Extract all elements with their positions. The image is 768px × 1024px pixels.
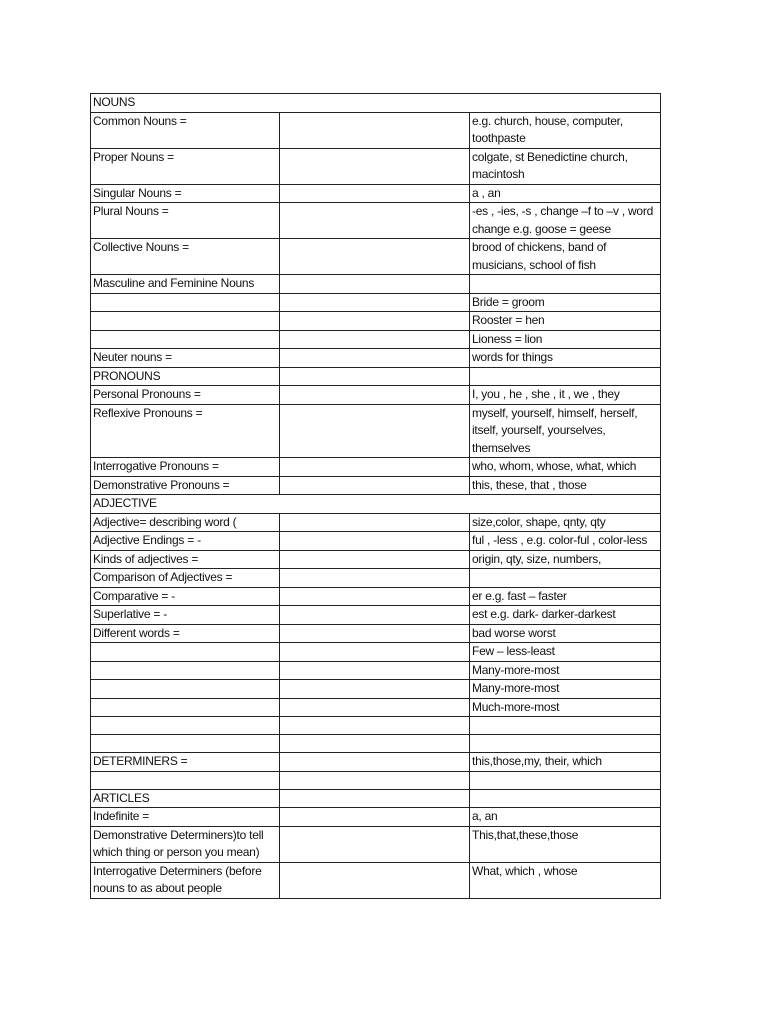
term-cell — [91, 680, 280, 699]
term-cell: Kinds of adjectives = — [91, 550, 280, 569]
example-cell — [470, 717, 661, 735]
example-cell: Bride = groom — [470, 293, 661, 312]
table-row — [91, 550, 661, 569]
example-cell: brood of chickens, band of musicians, school of fish — [470, 239, 661, 275]
section-heading-cell: NOUNS — [91, 94, 661, 113]
table-row — [91, 404, 661, 458]
grammar-table-body — [91, 94, 661, 899]
example-cell: Few – less-least — [470, 643, 661, 662]
term-cell: Comparative = - — [91, 587, 280, 606]
blank-cell — [280, 275, 470, 294]
table-row — [91, 569, 661, 588]
term-cell: Neuter nouns = — [91, 349, 280, 368]
example-cell — [470, 569, 661, 588]
table-row — [91, 386, 661, 405]
term-cell: Indefinite = — [91, 808, 280, 827]
blank-cell — [280, 587, 470, 606]
example-cell: This,that,these,those — [470, 826, 661, 862]
term-cell: Comparison of Adjectives = — [91, 569, 280, 588]
term-cell — [91, 735, 280, 753]
term-cell: Superlative = - — [91, 606, 280, 625]
table-row — [91, 698, 661, 717]
blank-cell — [280, 808, 470, 827]
blank-cell — [280, 698, 470, 717]
blank-cell — [280, 458, 470, 477]
blank-cell — [280, 404, 470, 458]
example-cell: I, you , he , she , it , we , they — [470, 386, 661, 405]
table-row — [91, 513, 661, 532]
example-cell: a , an — [470, 184, 661, 203]
example-cell: colgate, st Benedictine church, macintosh — [470, 148, 661, 184]
example-cell: myself, yourself, himself, herself, itself, yourself, yourselves, themselves — [470, 404, 661, 458]
term-cell: PRONOUNS — [91, 367, 280, 386]
table-row — [91, 862, 661, 898]
blank-cell — [280, 569, 470, 588]
example-cell: est e.g. dark- darker-darkest — [470, 606, 661, 625]
table-row — [91, 148, 661, 184]
example-cell: Lioness = lion — [470, 330, 661, 349]
blank-cell — [280, 606, 470, 625]
term-cell: ARTICLES — [91, 789, 280, 808]
term-cell: Different words = — [91, 624, 280, 643]
table-row — [91, 495, 661, 514]
blank-cell — [280, 789, 470, 808]
term-cell: Interrogative Determiners (before nouns to as about people — [91, 862, 280, 898]
example-cell: a, an — [470, 808, 661, 827]
blank-cell — [280, 312, 470, 331]
term-cell: Adjective= describing word ( — [91, 513, 280, 532]
blank-cell — [280, 643, 470, 662]
blank-cell — [280, 513, 470, 532]
example-cell: er e.g. fast – faster — [470, 587, 661, 606]
example-cell: Many-more-most — [470, 680, 661, 699]
table-row — [91, 203, 661, 239]
term-cell: Personal Pronouns = — [91, 386, 280, 405]
example-cell: Rooster = hen — [470, 312, 661, 331]
table-row — [91, 275, 661, 294]
blank-cell — [280, 550, 470, 569]
term-cell — [91, 698, 280, 717]
example-cell: origin, qty, size, numbers, — [470, 550, 661, 569]
term-cell — [91, 293, 280, 312]
table-row — [91, 771, 661, 789]
term-cell: Demonstrative Pronouns = — [91, 476, 280, 495]
example-cell: What, which , whose — [470, 862, 661, 898]
example-cell: Much-more-most — [470, 698, 661, 717]
example-cell: -es , -ies, -s , change –f to –v , word change e.g. goose = geese — [470, 203, 661, 239]
table-row — [91, 606, 661, 625]
term-cell: Plural Nouns = — [91, 203, 280, 239]
blank-cell — [280, 476, 470, 495]
example-cell: this, these, that , those — [470, 476, 661, 495]
term-cell — [91, 661, 280, 680]
table-row — [91, 312, 661, 331]
term-cell: Singular Nouns = — [91, 184, 280, 203]
blank-cell — [280, 367, 470, 386]
term-cell: Adjective Endings = - — [91, 532, 280, 551]
table-row — [91, 293, 661, 312]
table-row — [91, 735, 661, 753]
blank-cell — [280, 386, 470, 405]
term-cell: Collective Nouns = — [91, 239, 280, 275]
table-row — [91, 476, 661, 495]
table-row — [91, 826, 661, 862]
blank-cell — [280, 735, 470, 753]
table-row — [91, 330, 661, 349]
table-row — [91, 349, 661, 368]
example-cell — [470, 735, 661, 753]
table-row — [91, 367, 661, 386]
term-cell — [91, 330, 280, 349]
example-cell — [470, 771, 661, 789]
example-cell — [470, 789, 661, 808]
blank-cell — [280, 753, 470, 772]
term-cell: DETERMINERS = — [91, 753, 280, 772]
term-cell: Demonstrative Determiners)to tell which thing or person you mean) — [91, 826, 280, 862]
blank-cell — [280, 661, 470, 680]
example-cell: who, whom, whose, what, which — [470, 458, 661, 477]
table-row — [91, 643, 661, 662]
table-row — [91, 808, 661, 827]
example-cell: e.g. church, house, computer, toothpaste — [470, 112, 661, 148]
grammar-table — [90, 93, 661, 899]
blank-cell — [280, 239, 470, 275]
term-cell: Interrogative Pronouns = — [91, 458, 280, 477]
table-row — [91, 680, 661, 699]
table-row — [91, 661, 661, 680]
term-cell — [91, 771, 280, 789]
term-cell — [91, 312, 280, 331]
blank-cell — [280, 293, 470, 312]
section-heading-cell: ADJECTIVE — [91, 495, 661, 514]
example-cell: size,color, shape, qnty, qty — [470, 513, 661, 532]
term-cell — [91, 717, 280, 735]
table-row — [91, 587, 661, 606]
term-cell — [91, 643, 280, 662]
term-cell: Reflexive Pronouns = — [91, 404, 280, 458]
example-cell: words for things — [470, 349, 661, 368]
blank-cell — [280, 717, 470, 735]
term-cell: Masculine and Feminine Nouns — [91, 275, 280, 294]
table-row — [91, 532, 661, 551]
term-cell: Proper Nouns = — [91, 148, 280, 184]
table-row — [91, 717, 661, 735]
blank-cell — [280, 862, 470, 898]
blank-cell — [280, 112, 470, 148]
blank-cell — [280, 532, 470, 551]
term-cell: Common Nouns = — [91, 112, 280, 148]
blank-cell — [280, 624, 470, 643]
blank-cell — [280, 349, 470, 368]
blank-cell — [280, 771, 470, 789]
blank-cell — [280, 184, 470, 203]
table-row — [91, 624, 661, 643]
blank-cell — [280, 330, 470, 349]
example-cell: bad worse worst — [470, 624, 661, 643]
example-cell — [470, 367, 661, 386]
example-cell — [470, 275, 661, 294]
example-cell: ful , -less , e.g. color-ful , color-less — [470, 532, 661, 551]
table-row — [91, 94, 661, 113]
table-row — [91, 184, 661, 203]
blank-cell — [280, 826, 470, 862]
table-row — [91, 753, 661, 772]
blank-cell — [280, 148, 470, 184]
table-row — [91, 789, 661, 808]
blank-cell — [280, 203, 470, 239]
table-row — [91, 458, 661, 477]
example-cell: this,those,my, their, which — [470, 753, 661, 772]
example-cell: Many-more-most — [470, 661, 661, 680]
table-row — [91, 112, 661, 148]
blank-cell — [280, 680, 470, 699]
table-row — [91, 239, 661, 275]
